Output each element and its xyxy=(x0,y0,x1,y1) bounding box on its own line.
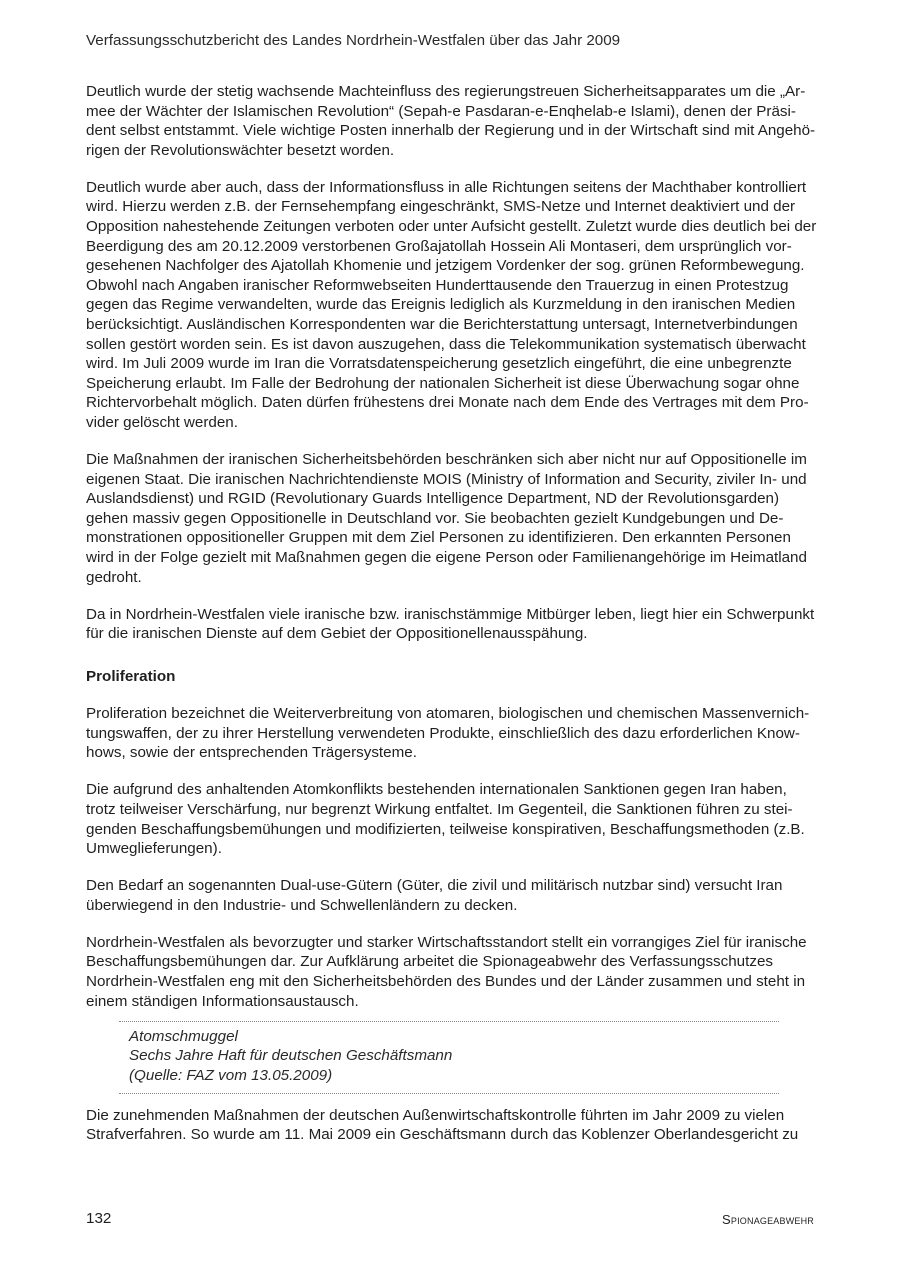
text-line: Die aufgrund des anhaltenden Atomkonflikts bestehenden internationalen Sanktionen gegen Iran haben, xyxy=(86,781,787,799)
text-line: Die Maßnahmen der iranischen Sicherheitsbehörden beschränken sich aber nicht nur auf Oppositionelle im xyxy=(86,451,807,469)
section-heading: Proliferation xyxy=(86,667,176,685)
text-line: Deutlich wurde der stetig wachsende Machteinfluss des regierungstreuen Sicherheitsapparates um die „Ar- xyxy=(86,83,806,100)
paragraph xyxy=(86,933,816,1011)
text-line: wird. Im Juli 2009 wurde im Iran die Vorratsdatenspeicherung gesetzlich eingeführt, die eine unbegrenzte xyxy=(86,355,792,373)
text-line: rigen der Revolutionswächter besetzt worden. xyxy=(86,141,395,159)
text-line: Deutlich wurde aber auch, dass der Informationsfluss in alle Richtungen seitens der Machthaber kontrolliert xyxy=(86,178,807,196)
page-header: Verfassungsschutzbericht des Landes Nordrhein-Westfalen über das Jahr 2009 xyxy=(86,32,621,49)
text-line: Die zunehmenden Maßnahmen der deutschen Außenwirtschaftskontrolle führten im Jahr 2009 zu vielen xyxy=(86,1106,785,1124)
text-line: genden Beschaffungsbemühungen und modifizierten, teilweise konspirativen, Beschaffungsmethoden (z.B. xyxy=(86,820,805,838)
quote-source: (Quelle: FAZ vom 13.05.2009) xyxy=(129,1066,333,1084)
text-line: wird in der Folge gezielt mit Maßnahmen gegen die eigene Person oder Familienangehörige im Heimatland xyxy=(86,549,807,567)
paragraph xyxy=(86,876,816,915)
paragraph xyxy=(86,82,816,160)
paragraph xyxy=(86,1106,816,1145)
text-line: Opposition nahestehende Zeitungen verboten oder unter Aufsicht gestellt. Zuletzt wurde dies deutlich bei der xyxy=(86,218,817,236)
quote-headline: Sechs Jahre Haft für deutschen Geschäftsmann xyxy=(129,1047,453,1065)
text-line: Strafverfahren. So wurde am 11. Mai 2009 ein Geschäftsmann durch das Koblenzer Oberlandesgericht zu xyxy=(86,1126,799,1144)
text-line: gedroht. xyxy=(86,568,142,586)
text-line: monstrationen oppositioneller Gruppen mit dem Ziel Personen zu identifizieren. Den erkannten Personen xyxy=(86,529,791,547)
page-number: 132 xyxy=(86,1210,112,1227)
text-line: überwiegend in den Industrie- und Schwellenländern zu decken. xyxy=(86,896,518,914)
text-line: Auslandsdienst) und RGID (Revolutionary Guards Intelligence Department, ND der Revolutionsgarden) xyxy=(86,490,780,508)
text-line: mee der Wächter der Islamischen Revolution“ (Sepah-e Pasdaran-e-Enqhelab-e Islami), denen der Präsi- xyxy=(86,102,796,120)
text-line: eigenen Staat. Die iranischen Nachrichtendienste MOIS (Ministry of Information and Security, ziviler In- und xyxy=(86,470,807,488)
text-line: Nordrhein-Westfalen als bevorzugter und starker Wirtschaftsstandort stellt ein vorrangiges Ziel für iranische xyxy=(86,933,807,951)
paragraph xyxy=(86,605,816,644)
text-line: tungswaffen, der zu ihrer Herstellung verwendeten Produkte, einschließlich des dazu erforderlichen Know- xyxy=(86,724,800,742)
paragraph xyxy=(86,704,816,763)
text-line: sollen gestört worden sein. Es ist davon auszugehen, dass die Telekommunikation systematisch überwacht xyxy=(86,335,806,353)
text-line: Richtervorbehalt möglich. Daten dürfen frühestens drei Monate nach dem Ende des Vertrages mit dem Pro- xyxy=(86,394,809,412)
text-line: trotz teilweiser Verschärfung, nur begrenzt Wirkung entfaltet. Im Gegenteil, die Sanktionen führen zu stei- xyxy=(86,800,793,818)
text-line: hows, sowie der entsprechenden Trägersysteme. xyxy=(86,744,417,762)
paragraph xyxy=(86,178,816,433)
text-line: wird. Hierzu werden z.B. der Fernsehempfang eingeschränkt, SMS-Netze und Internet deaktiviert und der xyxy=(86,198,796,216)
text-line: Obwohl nach Angaben iranischer Reformwebseiten Hunderttausende den Trauerzug in einen Protestzug xyxy=(86,276,789,294)
paragraph xyxy=(86,450,816,587)
text-line: Nordrhein-Westfalen eng mit den Sicherheitsbehörden des Bundes und der Länder zusammen und steht in xyxy=(86,973,806,991)
text-line: einem ständigen Informationsaustausch. xyxy=(86,992,359,1010)
text-line: Umweglieferungen). xyxy=(86,840,222,858)
text-line: vider gelöscht werden. xyxy=(86,414,238,431)
text-line: gesehenen Nachfolger des Ajatollah Khomenie und jetzigem Vordenker der sog. grünen Reformbewegung. xyxy=(86,257,805,275)
text-line: gehen massiv gegen Oppositionelle in Deutschland vor. Sie beobachten gezielt Kundgebungen und De- xyxy=(86,509,784,527)
paragraph xyxy=(86,780,816,858)
text-line: Da in Nordrhein-Westfalen viele iranische bzw. iranischstämmige Mitbürger leben, liegt hier ein Schwerpunkt xyxy=(86,605,815,623)
text-line: dent selbst entstammt. Viele wichtige Posten innerhalb der Regierung und in der Wirtschaft sind mit Angehö- xyxy=(86,122,816,140)
text-line: Beerdigung des am 20.12.2009 verstorbenen Großajatollah Hossein Ali Montaseri, dem ursprünglich vor- xyxy=(86,237,792,255)
text-line: berücksichtigt. Ausländischen Korrespondenten war die Berichterstattung untersagt, Internetverbindungen xyxy=(86,316,798,334)
text-line: gegen das Regime verwandelten, wurde das Ereignis lediglich als Kurzmeldung in den iranischen Medien xyxy=(86,296,796,314)
document-body xyxy=(86,82,816,1162)
text-line: für die iranischen Dienste auf dem Gebiet der Oppositionellenausspähung. xyxy=(86,625,588,643)
section-name: Spionageabwehr xyxy=(722,1212,814,1227)
text-line: Beschaffungsbemühungen dar. Zur Aufklärung arbeitet die Spionageabwehr des Verfassungsschutzes xyxy=(86,953,773,971)
quote-title: Atomschmuggel xyxy=(129,1027,238,1045)
text-line: Proliferation bezeichnet die Weiterverbreitung von atomaren, biologischen und chemischen Massenvernich- xyxy=(86,705,810,723)
text-line: Speicherung erlaubt. Im Falle der Bedrohung der nationalen Sicherheit ist diese Überwachung sogar ohne xyxy=(86,374,800,392)
quote-box xyxy=(119,1021,779,1094)
text-line: Den Bedarf an sogenannten Dual-use-Gütern (Güter, die zivil und militärisch nutzbar sind) versucht Iran xyxy=(86,877,783,895)
